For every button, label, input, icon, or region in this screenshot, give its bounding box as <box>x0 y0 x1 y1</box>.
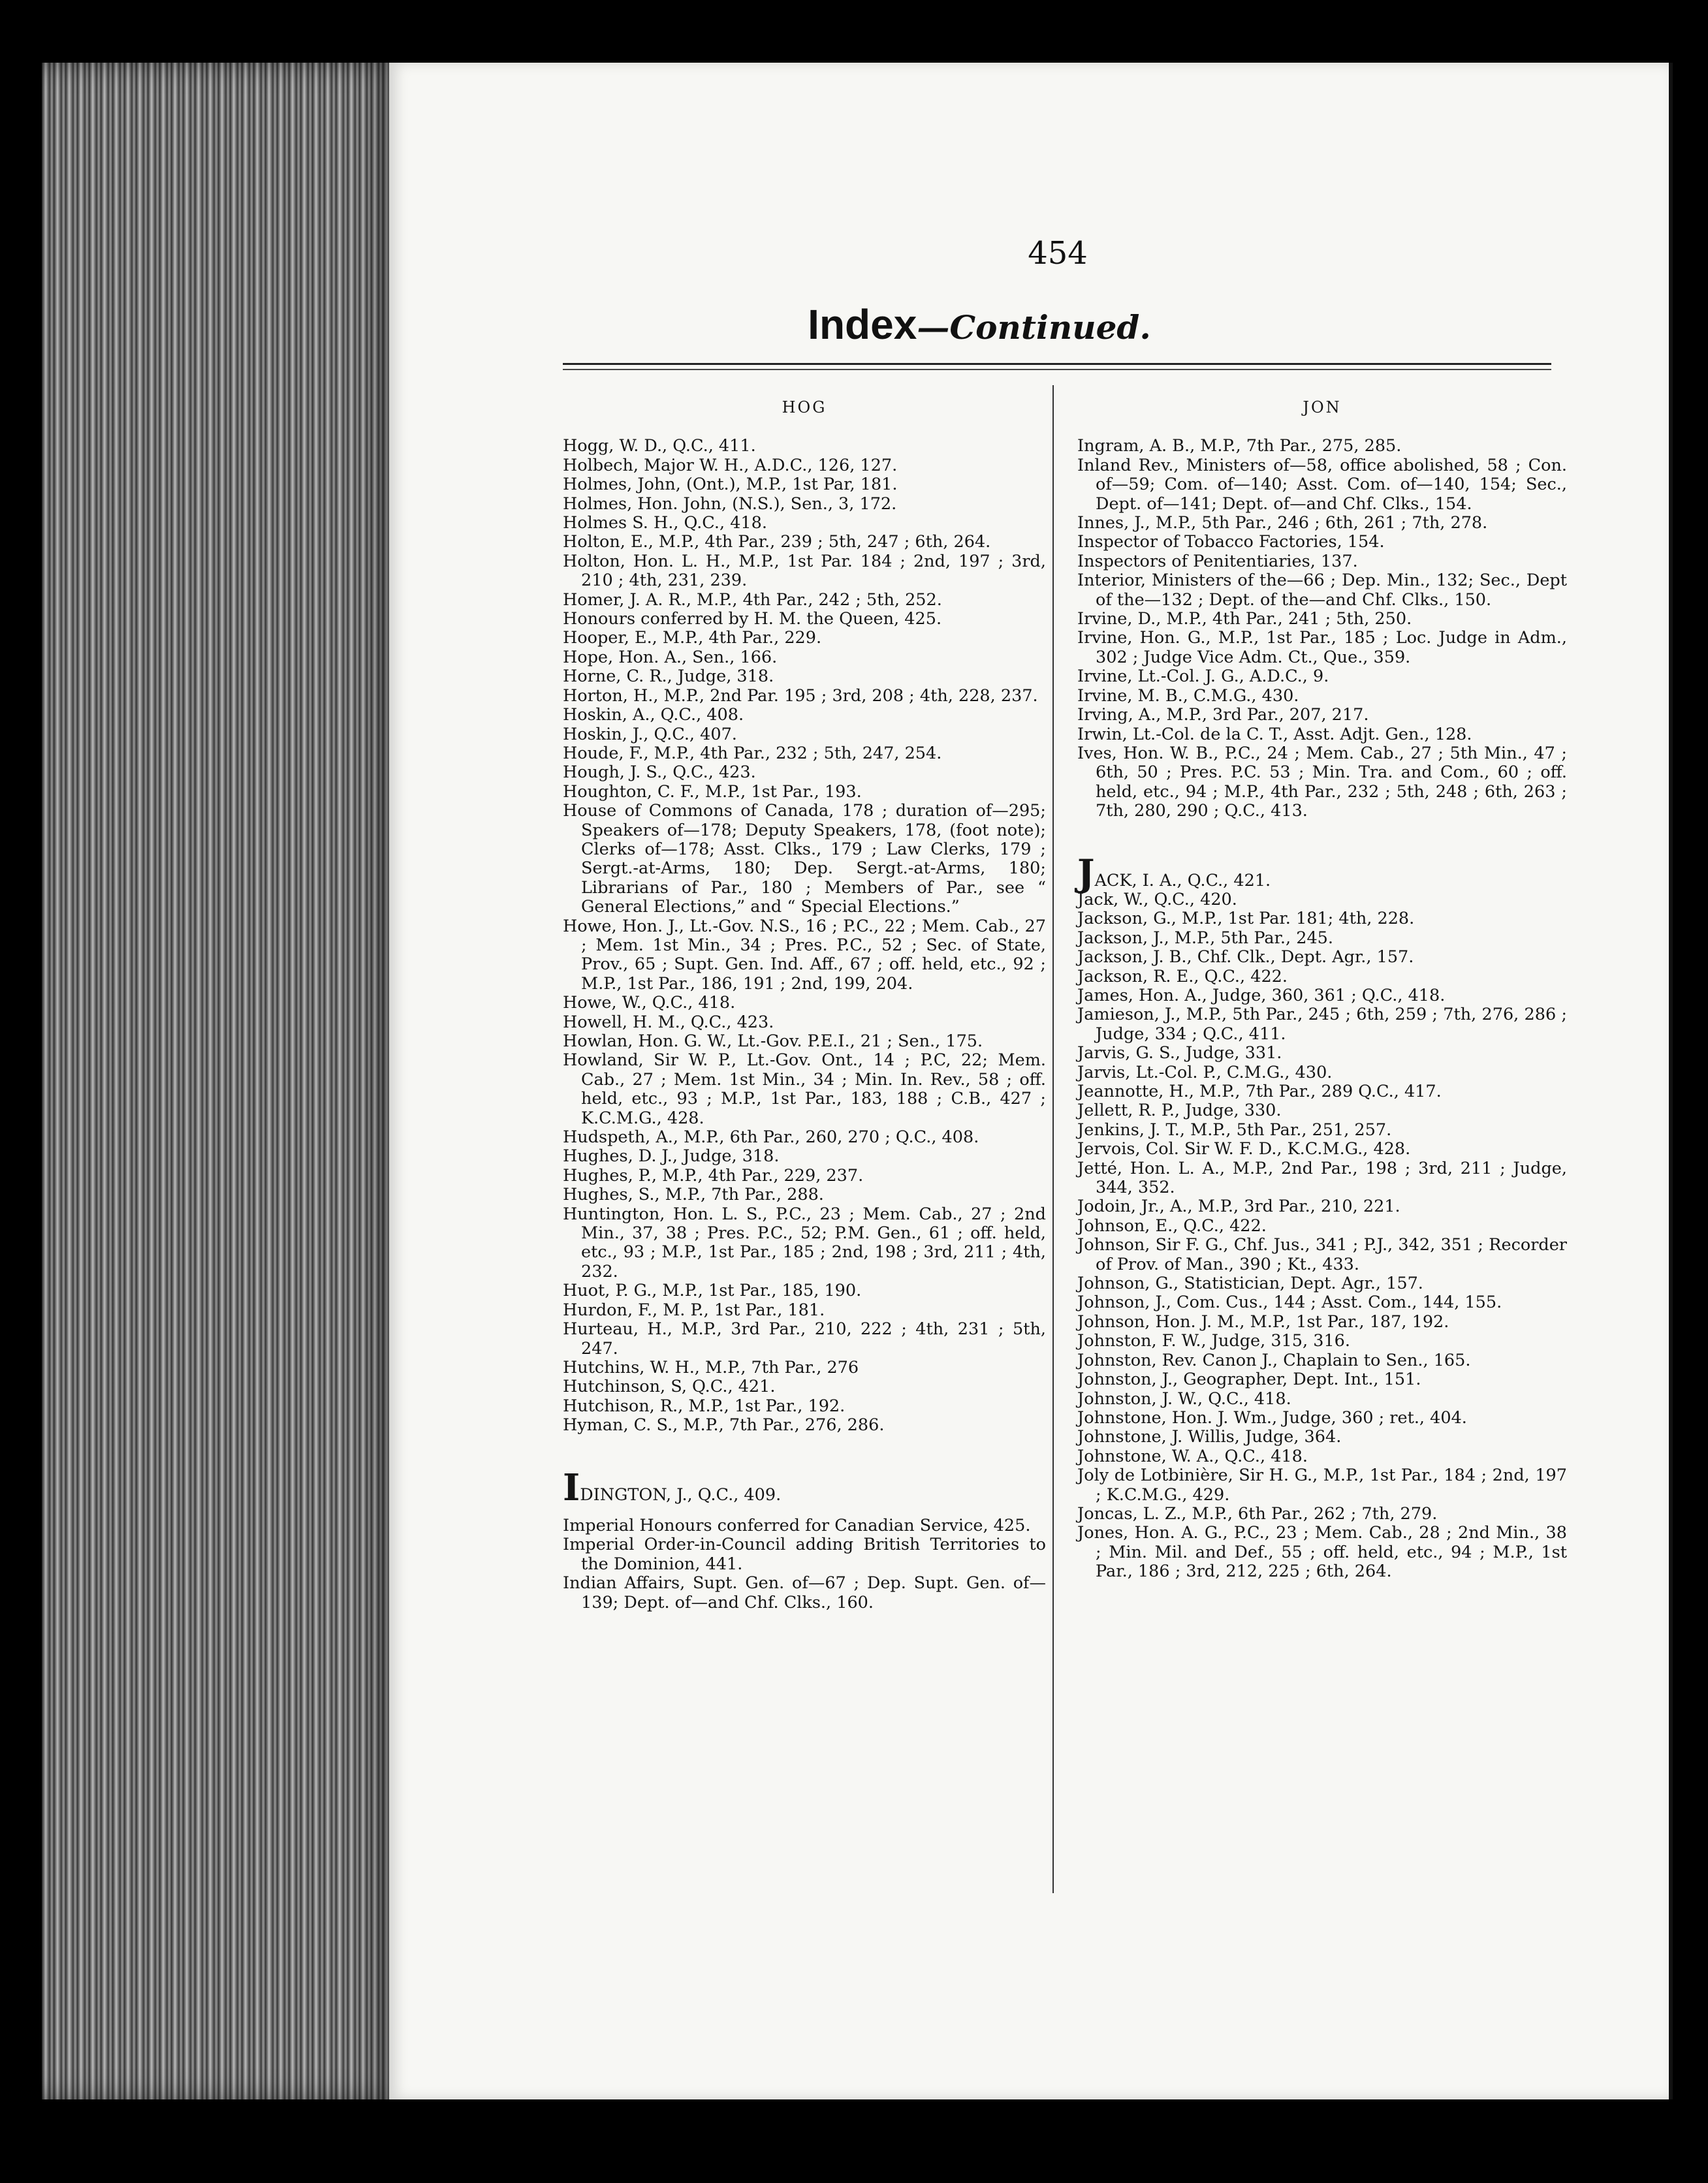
index-entry: Imperial Order-in-Council adding British Territories to the Dominion, 441. <box>563 1535 1046 1574</box>
dropcap-i: I <box>563 1466 580 1509</box>
index-entry: Jeannotte, H., M.P., 7th Par., 289 Q.C., 417. <box>1077 1082 1442 1101</box>
index-entry: Jackson, G., M.P., 1st Par. 181; 4th, 228. <box>1077 909 1415 929</box>
index-entry: Johnston, J. W., Q.C., 418. <box>1077 1389 1291 1409</box>
index-entry: Hutchison, R., M.P., 1st Par., 192. <box>563 1396 846 1416</box>
index-entry: Horton, H., M.P., 2nd Par. 195 ; 3rd, 208 ; 4th, 228, 237. <box>563 685 1038 706</box>
index-entry: Johnstone, Hon. J. Wm., Judge, 360 ; ret., 404. <box>1077 1407 1467 1428</box>
right-column-header: JON <box>1303 398 1342 416</box>
index-entry: Hoskin, A., Q.C., 408. <box>563 705 744 725</box>
index-entry: Johnston, F. W., Judge, 315, 316. <box>1077 1331 1350 1351</box>
index-entry: Indian Affairs, Supt. Gen. of—67 ; Dep. Supt. Gen. of—139; Dept. of—and Chf. Clks., 160. <box>563 1573 1046 1612</box>
left-column-header: HOG <box>782 398 827 416</box>
heading-sub: Continued. <box>949 308 1151 347</box>
index-entry: Howell, H. M., Q.C., 423. <box>563 1012 774 1032</box>
index-entry: House of Commons of Canada, 178 ; duration of—295; Speakers of—178; Deputy Speakers, 178, (foot note); Clerks of—178; Asst. Clks., 179 ; Law Clerks, 179 ; Sergt.-at-Arms, 180; Dep. Sergt.-at-Arms, 180; Librarians of Par., 180 ; Members of Par., see “ General Elections,” and “ Special Elections.” <box>563 801 1046 917</box>
index-entry: Hutchinson, S, Q.C., 421. <box>563 1377 776 1397</box>
entry-text: DINGTON, J., Q.C., 409. <box>580 1484 782 1505</box>
left-entries-i <box>563 1516 1046 1612</box>
index-entry: Johnson, Hon. J. M., M.P., 1st Par., 187, 192. <box>1077 1311 1449 1332</box>
index-entry: Holbech, Major W. H., A.D.C., 126, 127. <box>563 455 898 475</box>
heading-main: Index <box>808 301 917 348</box>
index-entry: Johnstone, W. A., Q.C., 418. <box>1077 1446 1308 1466</box>
index-entry: Jarvis, Lt.-Col. P., C.M.G., 430. <box>1077 1062 1333 1082</box>
index-entry: Irvine, M. B., C.M.G., 430. <box>1077 685 1299 706</box>
index-entry: Hough, J. S., Q.C., 423. <box>563 762 756 783</box>
index-entry: Jellett, R. P., Judge, 330. <box>1077 1101 1282 1121</box>
index-entry: Howland, Sir W. P., Lt.-Gov. Ont., 14 ; P.C, 22; Mem. Cab., 27 ; Mem. 1st Min., 34 ; Min. In. Rev., 58 ; off. held, etc., 93 ; M.P., 1st Par., 183, 188 ; C.B., 427 ; K.C.M.G., 428. <box>563 1050 1046 1128</box>
index-entry: Johnson, J., Com. Cus., 144 ; Asst. Com., 144, 155. <box>1077 1293 1502 1313</box>
right-column <box>1077 398 1567 1582</box>
index-entry: James, Hon. A., Judge, 360, 361 ; Q.C., 418. <box>1077 985 1446 1005</box>
page-number: 454 <box>1028 235 1088 272</box>
index-entry: Hughes, D. J., Judge, 318. <box>563 1146 780 1167</box>
index-entry: Jarvis, G. S., Judge, 331. <box>1077 1043 1282 1063</box>
index-entry: Joly de Lotbinière, Sir H. G., M.P., 1st Par., 184 ; 2nd, 197 ; K.C.M.G., 429. <box>1077 1466 1567 1505</box>
index-entry: Imperial Honours conferred for Canadian Service, 425. <box>563 1515 1031 1535</box>
index-entry: Holmes, Hon. John, (N.S.), Sen., 3, 172. <box>563 494 897 514</box>
index-entry: Howe, Hon. J., Lt.-Gov. N.S., 16 ; P.C., 22 ; Mem. Cab., 27 ; Mem. 1st Min., 34 ; Pres. P.C., 52 ; Sec. of State, Prov., 65 ; Supt. Gen. Ind. Aff., 67 ; off. held, etc., 92 ; M.P., 1st Par., 186, 191 ; 2nd, 199, 204. <box>563 916 1046 994</box>
index-entry: Hurteau, H., M.P., 3rd Par., 210, 222 ; 4th, 231 ; 5th, 247. <box>563 1319 1046 1358</box>
index-entry: Irvine, Hon. G., M.P., 1st Par., 185 ; Loc. Judge in Adm., 302 ; Judge Vice Adm. Ct., Que., 359. <box>1077 628 1567 667</box>
index-entry: Jenkins, J. T., M.P., 5th Par., 251, 257. <box>1077 1120 1392 1140</box>
index-entry: Johnstone, J. Willis, Judge, 364. <box>1077 1427 1342 1447</box>
index-entry-jack <box>1077 851 1567 895</box>
index-entry: Jetté, Hon. L. A., M.P., 2nd Par., 198 ; 3rd, 211 ; Judge, 344, 352. <box>1077 1158 1567 1198</box>
index-entry: Homer, J. A. R., M.P., 4th Par., 242 ; 5th, 252. <box>563 589 942 610</box>
index-entry: Johnson, Sir F. G., Chf. Jus., 341 ; P.J., 342, 351 ; Recorder of Prov. of Man., 390 ; Kt., 433. <box>1077 1235 1567 1274</box>
heading-dash: — <box>917 308 950 347</box>
index-entry: Hoskin, J., Q.C., 407. <box>563 724 737 744</box>
index-entry: Holton, E., M.P., 4th Par., 239 ; 5th, 247 ; 6th, 264. <box>563 532 991 552</box>
index-entry: Jackson, J., M.P., 5th Par., 245. <box>1077 928 1334 948</box>
index-entry: Hogg, W. D., Q.C., 411. <box>563 436 756 456</box>
index-entry: Joncas, L. Z., M.P., 6th Par., 262 ; 7th, 279. <box>1077 1503 1438 1524</box>
index-entry: Holton, Hon. L. H., M.P., 1st Par. 184 ; 2nd, 197 ; 3rd, 210 ; 4th, 231, 239. <box>563 551 1046 591</box>
index-entry: Jack, W., Q.C., 420. <box>1077 889 1237 909</box>
index-entry: Hughes, S., M.P., 7th Par., 288. <box>563 1185 824 1205</box>
index-entry: Johnson, E., Q.C., 422. <box>1077 1216 1267 1236</box>
index-entry: Irvine, Lt.-Col. J. G., A.D.C., 9. <box>1077 667 1329 687</box>
index-entry: Johnston, Rev. Canon J., Chaplain to Sen., 165. <box>1077 1350 1471 1370</box>
heading-rule <box>563 363 1551 370</box>
left-column <box>563 398 1046 1612</box>
index-entry: Interior, Ministers of the—66 ; Dep. Min., 132; Sec., Dept of the—132 ; Dept. of the—and Chf. Clks., 150. <box>1077 571 1567 610</box>
index-entry: Hughes, P., M.P., 4th Par., 229, 237. <box>563 1165 864 1186</box>
index-entry: Houde, F., M.P., 4th Par., 232 ; 5th, 247, 254. <box>563 743 942 763</box>
index-entry: Ives, Hon. W. B., P.C., 24 ; Mem. Cab., 27 ; 5th Min., 47 ; 6th, 50 ; Pres. P.C. 53 ; Min. Tra. and Com., 60 ; off. held, etc., 94 ; M.P., 4th Par., 232 ; 5th, 248 ; 6th, 263 ; 7th, 280, 290 ; Q.C., 413. <box>1077 743 1567 821</box>
index-entry: Irving, A., M.P., 3rd Par., 207, 217. <box>1077 705 1369 725</box>
index-entry: Jamieson, J., M.P., 5th Par., 245 ; 6th, 259 ; 7th, 276, 286 ; Judge, 334 ; Q.C., 411. <box>1077 1005 1567 1044</box>
index-entry: Jodoin, Jr., A., M.P., 3rd Par., 210, 221. <box>1077 1197 1400 1217</box>
index-entry: Holmes, John, (Ont.), M.P., 1st Par, 181. <box>563 475 898 495</box>
index-entry: Hutchins, W. H., M.P., 7th Par., 276 <box>563 1357 859 1377</box>
index-entry: Holmes S. H., Q.C., 418. <box>563 513 767 533</box>
index-entry: Inland Rev., Ministers of—58, office abolished, 58 ; Con. of—59; Com. of—140; Asst. Com. of—140, 154; Sec., Dept. of—141; Dept. of—and Chf. Clks., 154. <box>1077 455 1567 514</box>
index-entry: Horne, C. R., Judge, 318. <box>563 667 774 687</box>
index-entry: Inspector of Tobacco Factories, 154. <box>1077 532 1385 552</box>
index-entry: Innes, J., M.P., 5th Par., 246 ; 6th, 261 ; 7th, 278. <box>1077 513 1488 533</box>
index-entry: Jackson, J. B., Chf. Clk., Dept. Agr., 157. <box>1077 947 1414 967</box>
index-entry: Honours conferred by H. M. the Queen, 425. <box>563 609 942 629</box>
page-right-border <box>1669 63 1673 2099</box>
index-entry: Inspectors of Penitentiaries, 137. <box>1077 551 1358 571</box>
index-entry-idington <box>563 1466 1046 1509</box>
entry-text: ACK, I. A., Q.C., 421. <box>1094 870 1271 890</box>
left-entries-h <box>563 437 1046 1435</box>
right-entries-i <box>1077 437 1567 821</box>
dropcap-j: J <box>1077 851 1095 895</box>
book-page-edges <box>42 63 394 2099</box>
index-entry: Johnston, J., Geographer, Dept. Int., 151. <box>1077 1370 1421 1390</box>
index-entry: Hurdon, F., M. P., 1st Par., 181. <box>563 1300 825 1320</box>
index-entry: Huntington, Hon. L. S., P.C., 23 ; Mem. Cab., 27 ; 2nd Min., 37, 38 ; Pres. P.C., 52; P.M. Gen., 61 ; off. held, etc., 93 ; M.P., 1st Par., 185 ; 2nd, 198 ; 3rd, 211 ; 4th, 232. <box>563 1204 1046 1281</box>
index-entry: Hyman, C. S., M.P., 7th Par., 276, 286. <box>563 1415 885 1436</box>
index-entry: Jackson, R. E., Q.C., 422. <box>1077 966 1288 986</box>
index-entry: Jones, Hon. A. G., P.C., 23 ; Mem. Cab., 28 ; 2nd Min., 38 ; Min. Mil. and Def., 55 ; off. held, etc., 94 ; M.P., 1st Par., 186 ; 3rd, 212, 225 ; 6th, 264. <box>1077 1523 1567 1582</box>
index-entry: Irwin, Lt.-Col. de la C. T., Asst. Adjt. Gen., 128. <box>1077 724 1472 744</box>
index-entry: Houghton, C. F., M.P., 1st Par., 193. <box>563 781 862 802</box>
page-heading <box>692 300 1267 349</box>
index-entry: Howe, W., Q.C., 418. <box>563 993 736 1013</box>
right-entries-j <box>1077 890 1567 1582</box>
index-entry: Huot, P. G., M.P., 1st Par., 185, 190. <box>563 1281 862 1301</box>
index-entry: Irvine, D., M.P., 4th Par., 241 ; 5th, 250. <box>1077 609 1412 629</box>
index-entry: Howlan, Hon. G. W., Lt.-Gov. P.E.I., 21 ; Sen., 175. <box>563 1031 983 1051</box>
column-divider <box>1052 385 1054 1893</box>
index-entry: Hope, Hon. A., Sen., 166. <box>563 647 778 667</box>
index-entry: Hudspeth, A., M.P., 6th Par., 260, 270 ; Q.C., 408. <box>563 1127 979 1148</box>
index-entry: Jervois, Col. Sir W. F. D., K.C.M.G., 428. <box>1077 1139 1411 1159</box>
index-entry: Hooper, E., M.P., 4th Par., 229. <box>563 628 822 648</box>
index-entry: Johnson, G., Statistician, Dept. Agr., 157. <box>1077 1274 1423 1294</box>
index-entry: Ingram, A. B., M.P., 7th Par., 275, 285. <box>1077 436 1402 456</box>
